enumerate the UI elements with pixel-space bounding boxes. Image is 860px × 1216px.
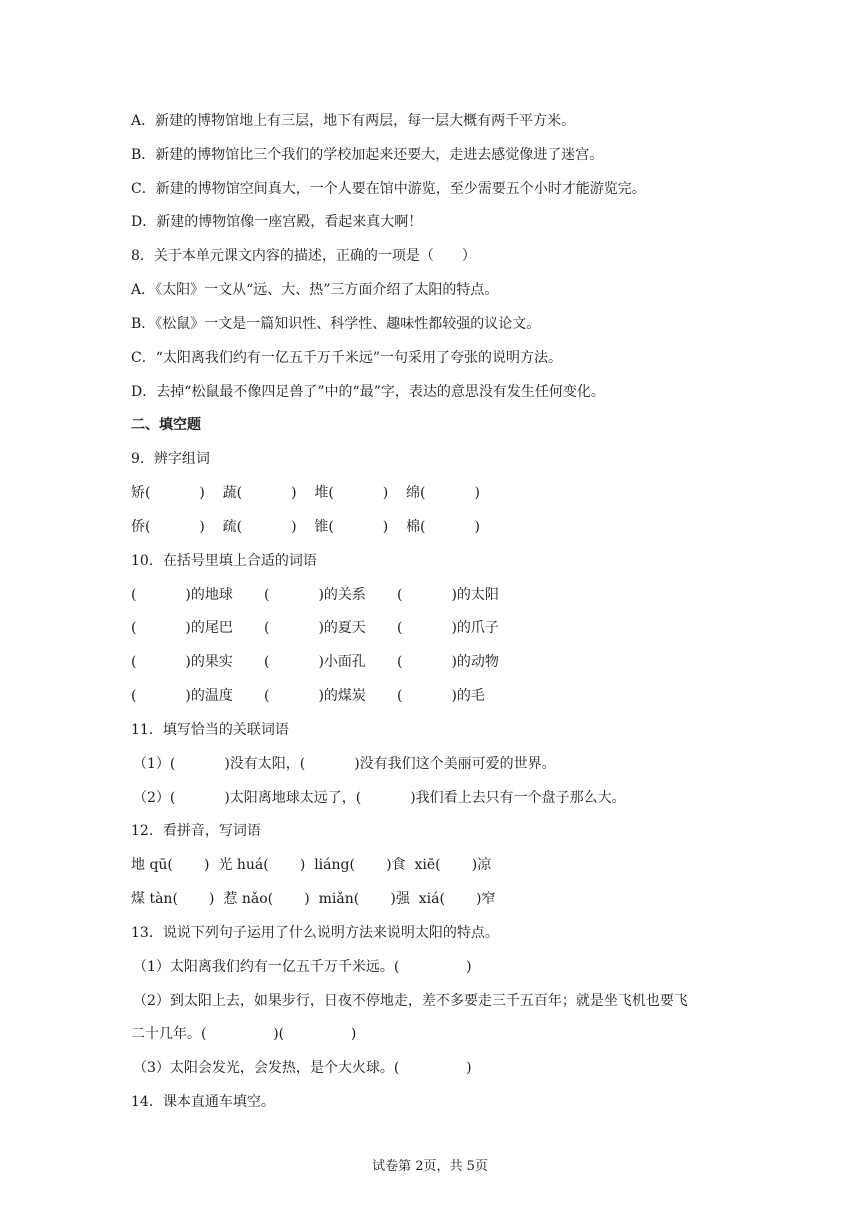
q8-option-d: D．去掉“松鼠最不像四足兽了”中的“最”字，表达的意思没有发生任何变化。 [131,384,605,400]
q10-row-4: ( )的温度 ( )的煤炭 ( )的毛 [131,688,485,704]
q10-row-2: ( )的尾巴 ( )的夏天 ( )的爪子 [131,620,499,636]
q12-row-2: 煤 tàn( ) 惹 nǎo( ) miǎn( )强 xiá( )窄 [131,891,496,907]
q9-stem: 9．辨字组词 [131,451,210,467]
q10-row-3: ( )的果实 ( )小面孔 ( )的动物 [131,654,499,670]
q10-row-1: ( )的地球 ( )的关系 ( )的太阳 [131,587,499,603]
q10-stem: 10．在括号里填上合适的词语 [131,553,317,569]
q8-option-c: C．“太阳离我们约有一亿五千万千米远”一句采用了夸张的说明方法。 [131,350,563,366]
q8-option-a: A．《太阳》一文从“远、大、热”三方面介绍了太阳的特点。 [131,282,499,298]
section-title-fill-blank: 二、填空题 [131,417,201,433]
q13-item-3: （3）太阳会发光，会发热，是个大火球。( ) [133,1060,472,1076]
q8-option-b: B．《松鼠》一文是一篇知识性、科学性、趣味性都较强的议论文。 [131,316,541,332]
q13-item-2: （2）到太阳上去，如果步行，日夜不停地走，差不多要走三千五百年；就是坐飞机也要飞 [133,993,688,1009]
q12-stem: 12．看拼音，写词语 [131,823,261,839]
q8-stem: 8．关于本单元课文内容的描述，正确的一项是（ ） [131,248,476,264]
page-footer: 试卷第 2页，共 5页 [372,1159,488,1174]
q7-option-c: C．新建的博物馆空间真大，一个人要在馆中游览，至少需要五个小时才能游览完。 [131,181,646,197]
q13-item-1: （1）太阳离我们约有一亿五千万千米远。( ) [133,959,472,975]
q11-stem: 11．填写恰当的关联词语 [131,722,289,738]
q13-stem: 13．说说下列句子运用了什么说明方法来说明太阳的特点。 [131,925,499,941]
q7-option-b: B．新建的博物馆比三个我们的学校加起来还要大，走进去感觉像进了迷宫。 [131,147,604,163]
q7-option-d: D．新建的博物馆像一座宫殿，看起来真大啊！ [131,214,423,230]
q11-item-2: （2）( )太阳离地球太远了，( )我们看上去只有一个盘子那么大。 [133,790,626,806]
q12-row-1: 地 qū( ) 光 huá( ) liáng( )食 xiē( )凉 [131,857,492,873]
q7-option-a: A．新建的博物馆地上有三层，地下有两层，每一层大概有两千平方米。 [131,113,576,129]
q14-stem: 14．课本直通车填空。 [131,1094,275,1110]
q11-item-1: （1）( )没有太阳，( )没有我们这个美丽可爱的世界。 [133,756,556,772]
q9-row-1: 矫( ) 蔬( ) 堆( ) 绵( ) [131,485,480,501]
q13-item-2-continued: 二十几年。( )( ) [131,1026,357,1042]
q9-row-2: 侨( ) 疏( ) 锥( ) 棉( ) [131,519,480,535]
